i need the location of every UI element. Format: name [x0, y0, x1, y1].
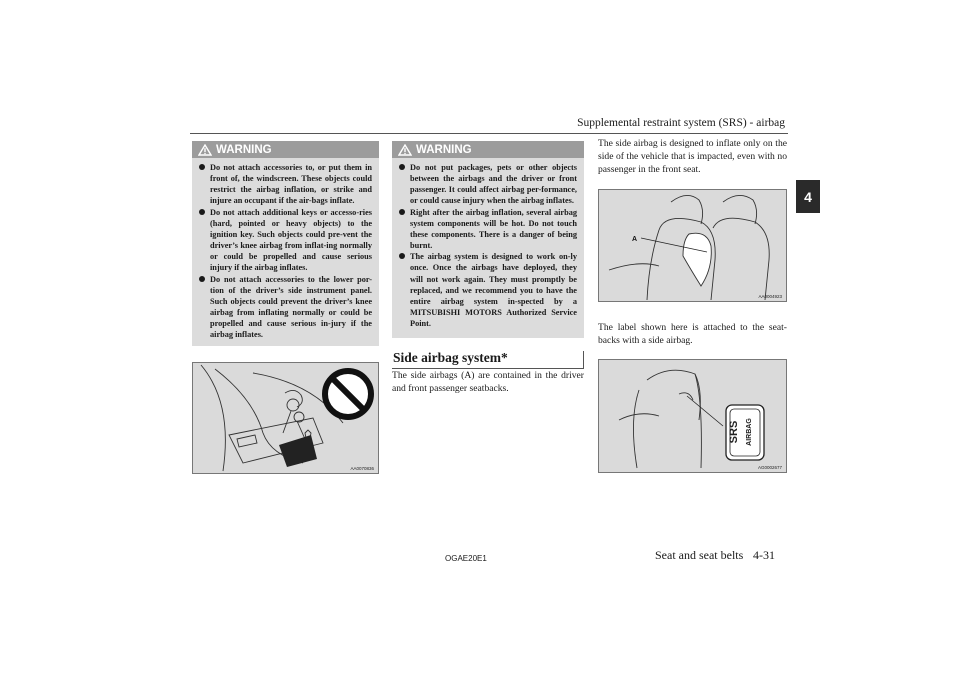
footer-code: OGAE20E1 — [445, 554, 487, 563]
warning-triangle-icon — [398, 144, 412, 156]
warning-label: WARNING — [216, 143, 272, 156]
warning-header — [192, 141, 379, 158]
warning-item: Do not put packages, pets or other objects between the airbags and the driver or front passenger. It could affect airbag per-formance, or could cause injury when the airbag inflates. — [399, 162, 577, 207]
figure-code: AA0070836 — [350, 466, 374, 471]
section-heading — [392, 351, 584, 369]
footer-section: Seat and seat belts — [655, 548, 744, 562]
warning-label: WARNING — [416, 143, 472, 156]
srs-text: SRS — [728, 420, 740, 444]
warning-box-left — [192, 141, 379, 346]
warning-list — [192, 158, 379, 347]
bullet-icon — [199, 209, 205, 215]
airbag-text: AIRBAG — [746, 418, 753, 446]
paragraph-side-airbag: The side airbag is designed to inflate only on the side of the vehicle that is impacted, even with no passenger in the front seat. — [598, 138, 787, 175]
running-header: Supplemental restraint system (SRS) - airbag — [577, 117, 785, 129]
paragraph-label: The label shown here is attached to the seat-backs with a side airbag. — [598, 322, 787, 346]
warning-list — [392, 158, 584, 335]
callout-a: A — [632, 236, 638, 243]
figure-seat-airbag — [598, 189, 787, 302]
bullet-icon — [199, 276, 205, 282]
warning-item: Right after the airbag inflation, several airbag system components will be hot. Do not touch these components. There is a danger of being burnt. — [399, 207, 577, 252]
bullet-icon — [399, 164, 405, 170]
page-number: 4-31 — [753, 548, 775, 562]
bullet-icon — [199, 164, 205, 170]
seat-illustration — [599, 190, 786, 301]
figure-code: AG0002677 — [757, 465, 782, 470]
warning-item: Do not attach accessories to, or put them in front of, the windscreen. These objects could restrict the airbag inflation, or strike and injure an occupant if the air-bags inflate. — [199, 162, 372, 207]
chapter-tab: 4 — [796, 180, 820, 213]
ignition-illustration — [193, 363, 378, 473]
figure-srs-label — [598, 359, 787, 473]
warning-item: Do not attach accessories to the lower por-tion of the driver’s side instrument panel. Such objects could prevent the driver’s knee airbag from inflating normally or could be propelled and cause serious in-jury if the airbag inflates. — [199, 274, 372, 341]
seatback-label-illustration — [599, 360, 786, 472]
warning-header — [392, 141, 584, 158]
bullet-icon — [399, 209, 405, 215]
header-rule — [190, 133, 788, 134]
figure-code: AA0004923 — [758, 294, 782, 299]
figure-ignition-keys — [192, 362, 379, 474]
warning-triangle-icon — [198, 144, 212, 156]
bullet-icon — [399, 253, 405, 259]
section-heading-text: Side airbag system* — [393, 350, 508, 365]
section-intro: The side airbags (A) are contained in the driver and front passenger seatbacks. — [392, 370, 584, 394]
warning-item: Do not attach additional keys or accesso-ries (hard, pointed or heavy objects) to the ignition key. Such objects could pre-vent the driver’s knee airbag from inflat-ing normally or could be propelled and cause serious injury if the airbag inflates. — [199, 207, 372, 274]
warning-item: The airbag system is designed to work on-ly once. Once the airbags have deployed, they will not work again. They must promptly be replaced, and we recommend you to have the entire airbag system in-spected by a MITSUBISHI MOTORS Authorized Service Point. — [399, 251, 577, 329]
warning-box-right — [392, 141, 584, 338]
